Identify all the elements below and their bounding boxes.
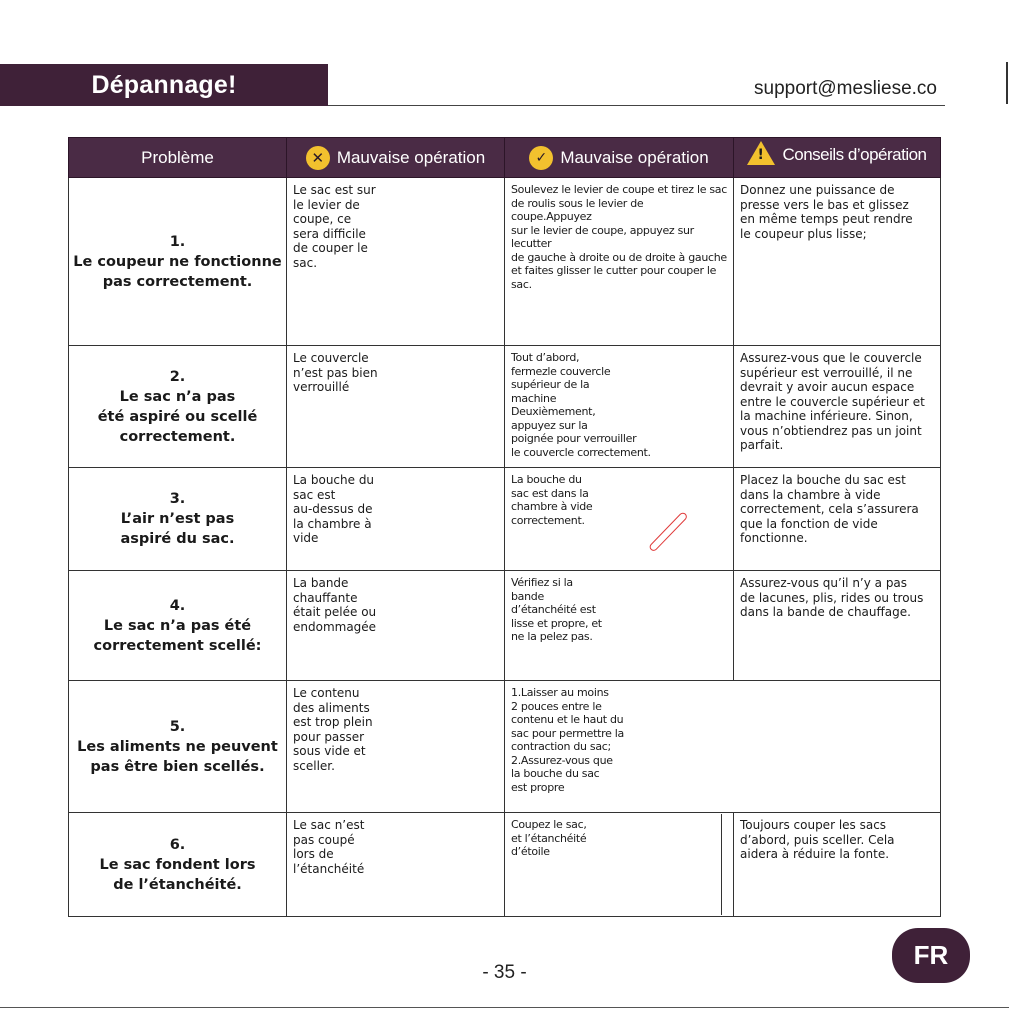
wrong-text-line: n’est pas bien xyxy=(293,365,378,380)
column-header-tips xyxy=(734,138,941,178)
problem-cell xyxy=(69,468,287,571)
tips-text-line: devrait y avoir aucun espace xyxy=(740,380,915,394)
correct-text-line: de roulis sous le levier de coupe.Appuyez xyxy=(511,196,644,223)
correct-text-line: et l’étanchéité xyxy=(511,831,587,845)
wrong-text-line: verrouillé xyxy=(293,380,350,394)
table-row xyxy=(69,813,941,917)
footer-rule xyxy=(0,1007,1009,1008)
correct-text-line: chambre à vide xyxy=(511,500,593,513)
tips-text-line: fonctionne. xyxy=(740,531,808,545)
wrong-text-line: pas coupé xyxy=(293,832,355,847)
tips-text-line: de lacunes, plis, rides ou trous xyxy=(740,590,924,605)
problem-text-line: de l’étanchéité. xyxy=(113,876,242,893)
correct-operation-cell xyxy=(505,681,941,813)
wrong-operation-cell xyxy=(287,681,505,813)
wrong-text-line: est trop plein xyxy=(293,715,373,729)
wrong-operation-cell xyxy=(287,571,505,681)
wrong-text-line: lors de xyxy=(293,847,334,861)
column-label: Mauvaise opération xyxy=(336,147,486,167)
tips-text-line: d’abord, puis sceller. Cela xyxy=(740,832,895,847)
correct-text-line: 2.Assurez-vous que xyxy=(511,753,613,767)
correct-text-line: supérieur de la xyxy=(511,378,590,391)
wrong-text-line: des aliments xyxy=(293,700,370,715)
troubleshooting-table xyxy=(68,137,941,917)
wrong-text-line: pour passer xyxy=(293,729,365,744)
support-email: support@mesliese.co xyxy=(754,78,937,99)
tips-text-line: presse vers le bas et glissez xyxy=(740,197,909,212)
problem-number: 6. xyxy=(169,836,186,853)
problem-text-line: correctement scellé: xyxy=(93,637,262,654)
problem-cell xyxy=(69,681,287,813)
tips-text-line: le coupeur plus lisse; xyxy=(740,226,867,241)
correct-text-line: 1.Laisser au moins xyxy=(511,686,609,699)
correct-text-line: d’étanchéité est xyxy=(511,603,596,616)
wrong-text-line: le levier de xyxy=(293,197,360,212)
wrong-text-line: était pelée ou xyxy=(293,605,377,619)
x-circle-icon: ✕ xyxy=(306,146,330,170)
table-row xyxy=(69,571,941,681)
tips-text-line: aidera à réduire la fonte. xyxy=(740,847,890,861)
tips-text-line: vous n’obtiendrez pas un joint xyxy=(740,423,922,438)
wrong-text-line: de couper le xyxy=(293,241,368,255)
problem-cell xyxy=(69,813,287,917)
table-row xyxy=(69,681,941,813)
problem-cell xyxy=(69,178,287,346)
tips-text-line: la machine inférieure. Sinon, xyxy=(740,409,913,423)
correct-text-line: correctement. xyxy=(511,513,585,527)
wrong-text-line: coupe, ce xyxy=(293,212,352,226)
problem-cell xyxy=(69,346,287,468)
problem-cell xyxy=(69,571,287,681)
problem-text-line: Le sac fondent lors xyxy=(99,856,256,873)
problem-text-line: Le sac n’a pas été xyxy=(103,617,252,634)
wrong-text-line: La bouche du xyxy=(293,473,375,487)
problem-text-line: pas être bien scellés. xyxy=(90,758,265,775)
wrong-operation-cell xyxy=(287,468,505,571)
correct-operation-cell xyxy=(505,468,734,571)
correct-text-line: Vérifiez si la xyxy=(511,576,573,589)
problem-text-line: correctement. xyxy=(119,428,236,445)
tips-text-line: Donnez une puissance de xyxy=(740,183,895,197)
tips-text-line: parfait. xyxy=(740,438,784,452)
wrong-text-line: Le sac n’est xyxy=(293,818,365,832)
problem-number: 3. xyxy=(169,491,186,507)
problem-text-line: Le sac n’a pas xyxy=(119,388,236,405)
wrong-text-line: endommagée xyxy=(293,619,377,634)
correct-text-line: le couvercle correctement. xyxy=(511,445,651,459)
correct-operation-cell xyxy=(505,813,734,917)
wrong-text-line: l’étanchéité xyxy=(293,861,365,876)
column-header-problem xyxy=(69,138,287,178)
tips-text-line: Assurez-vous qu’il n’y a pas xyxy=(740,576,908,590)
table-header-row xyxy=(69,138,941,178)
problem-text-line: L’air n’est pas xyxy=(120,511,235,527)
language-badge: FR xyxy=(892,928,970,983)
problem-number: 4. xyxy=(169,597,186,614)
column-label: Conseils d’opération xyxy=(782,145,927,164)
tips-text-line: Toujours couper les sacs xyxy=(740,818,887,832)
problem-number: 5. xyxy=(169,718,186,735)
table-row xyxy=(69,178,941,346)
correct-text-line: contraction du sac; xyxy=(511,740,611,753)
correct-text-line: poignée pour verrouiller xyxy=(511,432,637,445)
table-row xyxy=(69,468,941,571)
header-rule xyxy=(328,105,945,106)
correct-text-line: fermezle couvercle xyxy=(511,364,611,378)
correct-text-line: lisse et propre, et xyxy=(511,616,602,630)
wrong-text-line: Le couvercle xyxy=(293,351,369,365)
tips-cell xyxy=(734,346,941,468)
correct-text-line: la bouche du sac xyxy=(511,767,600,780)
warning-icon: ! xyxy=(747,141,775,165)
wrong-text-line: sera difficile xyxy=(293,226,366,241)
correct-text-line: sac est dans la xyxy=(511,486,589,500)
column-header-right xyxy=(505,138,734,178)
wrong-text-line: sac est xyxy=(293,487,336,502)
problem-number: 1. xyxy=(169,233,186,250)
column-label: Mauvaise opération xyxy=(560,147,709,167)
check-circle-icon: ✓ xyxy=(529,146,553,170)
wrong-text-line: Le contenu xyxy=(293,686,360,700)
wrong-text-line: au-dessus de xyxy=(293,502,373,516)
correct-text-line: appuyez sur la xyxy=(511,418,588,432)
wrong-text-line: sac. xyxy=(293,255,318,270)
correct-text-line: ne la pelez pas. xyxy=(511,630,593,643)
wrong-operation-cell xyxy=(287,813,505,917)
correct-text-line: et faites glisser le cutter pour couper le sac. xyxy=(511,264,717,291)
tips-text-line: dans la bande de chauffage. xyxy=(740,605,911,619)
problem-text-line: aspiré du sac. xyxy=(120,531,235,547)
correct-text-line: Coupez le sac, xyxy=(511,818,587,831)
correct-text-line: d’étoile xyxy=(511,845,550,858)
page-number: - 35 - xyxy=(482,962,527,983)
wrong-operation-cell xyxy=(287,346,505,468)
column-label: Problème xyxy=(141,147,214,167)
edge-mark xyxy=(1006,62,1008,104)
problem-text-line: Les aliments ne peuvent xyxy=(77,738,278,755)
wrong-text-line: La bande xyxy=(293,576,349,590)
wrong-operation-cell xyxy=(287,178,505,346)
wrong-text-line: Le sac est sur xyxy=(293,183,376,197)
tips-text-line: Assurez-vous que le couvercle xyxy=(740,351,922,365)
correct-text-line: La bouche du xyxy=(511,473,582,486)
correct-text-line: Tout d’abord, xyxy=(511,351,580,364)
wrong-text-line: chauffante xyxy=(293,590,358,605)
tips-text-line: dans la chambre à vide xyxy=(740,487,881,502)
correct-text-line: Soulevez le levier de coupe et tirez le sac xyxy=(511,183,728,196)
wrong-text-line: la chambre à xyxy=(293,516,372,531)
correct-text-line: de gauche à droite ou de droite à gauche xyxy=(511,250,727,264)
tips-text-line: Placez la bouche du sac est xyxy=(740,473,906,487)
correct-text-line: sur le levier de coupe, appuyez sur lecutter xyxy=(511,223,694,250)
correct-operation-cell xyxy=(505,178,734,346)
wrong-text-line: sceller. xyxy=(293,758,335,773)
tips-text-line: en même temps peut rendre xyxy=(740,212,913,226)
table-row xyxy=(69,346,941,468)
correct-text-line: sac pour permettre la xyxy=(511,726,624,740)
correct-operation-cell xyxy=(505,571,734,681)
tips-text-line: correctement, cela s’assurera xyxy=(740,502,919,516)
problem-number: 2. xyxy=(169,368,186,385)
tips-cell xyxy=(734,468,941,571)
wrong-text-line: vide xyxy=(293,531,319,545)
correct-text-line: bande xyxy=(511,589,544,603)
page-title: Dépannage! xyxy=(0,64,328,106)
tips-text-line: entre le couvercle supérieur et xyxy=(740,394,925,409)
column-header-wrong xyxy=(287,138,505,178)
tips-text-line: que la fonction de vide xyxy=(740,516,878,531)
problem-text-line: été aspiré ou scellé xyxy=(97,408,258,425)
tips-cell xyxy=(734,813,941,917)
correct-text-line: machine xyxy=(511,391,557,405)
correct-text-line: 2 pouces entre le xyxy=(511,699,602,713)
cell-divider xyxy=(721,814,722,915)
tips-cell xyxy=(734,178,941,346)
wrong-text-line: sous vide et xyxy=(293,744,366,758)
problem-text-line: pas correctement. xyxy=(102,273,253,290)
correct-text-line: contenu et le haut du xyxy=(511,713,624,726)
problem-text-line: Le coupeur ne fonctionne xyxy=(73,253,282,270)
tips-cell xyxy=(734,571,941,681)
correct-text-line: est propre xyxy=(511,780,565,794)
tips-text-line: supérieur est verrouillé, il ne xyxy=(740,365,913,380)
correct-text-line: Deuxièmement, xyxy=(511,405,596,418)
correct-operation-cell xyxy=(505,346,734,468)
